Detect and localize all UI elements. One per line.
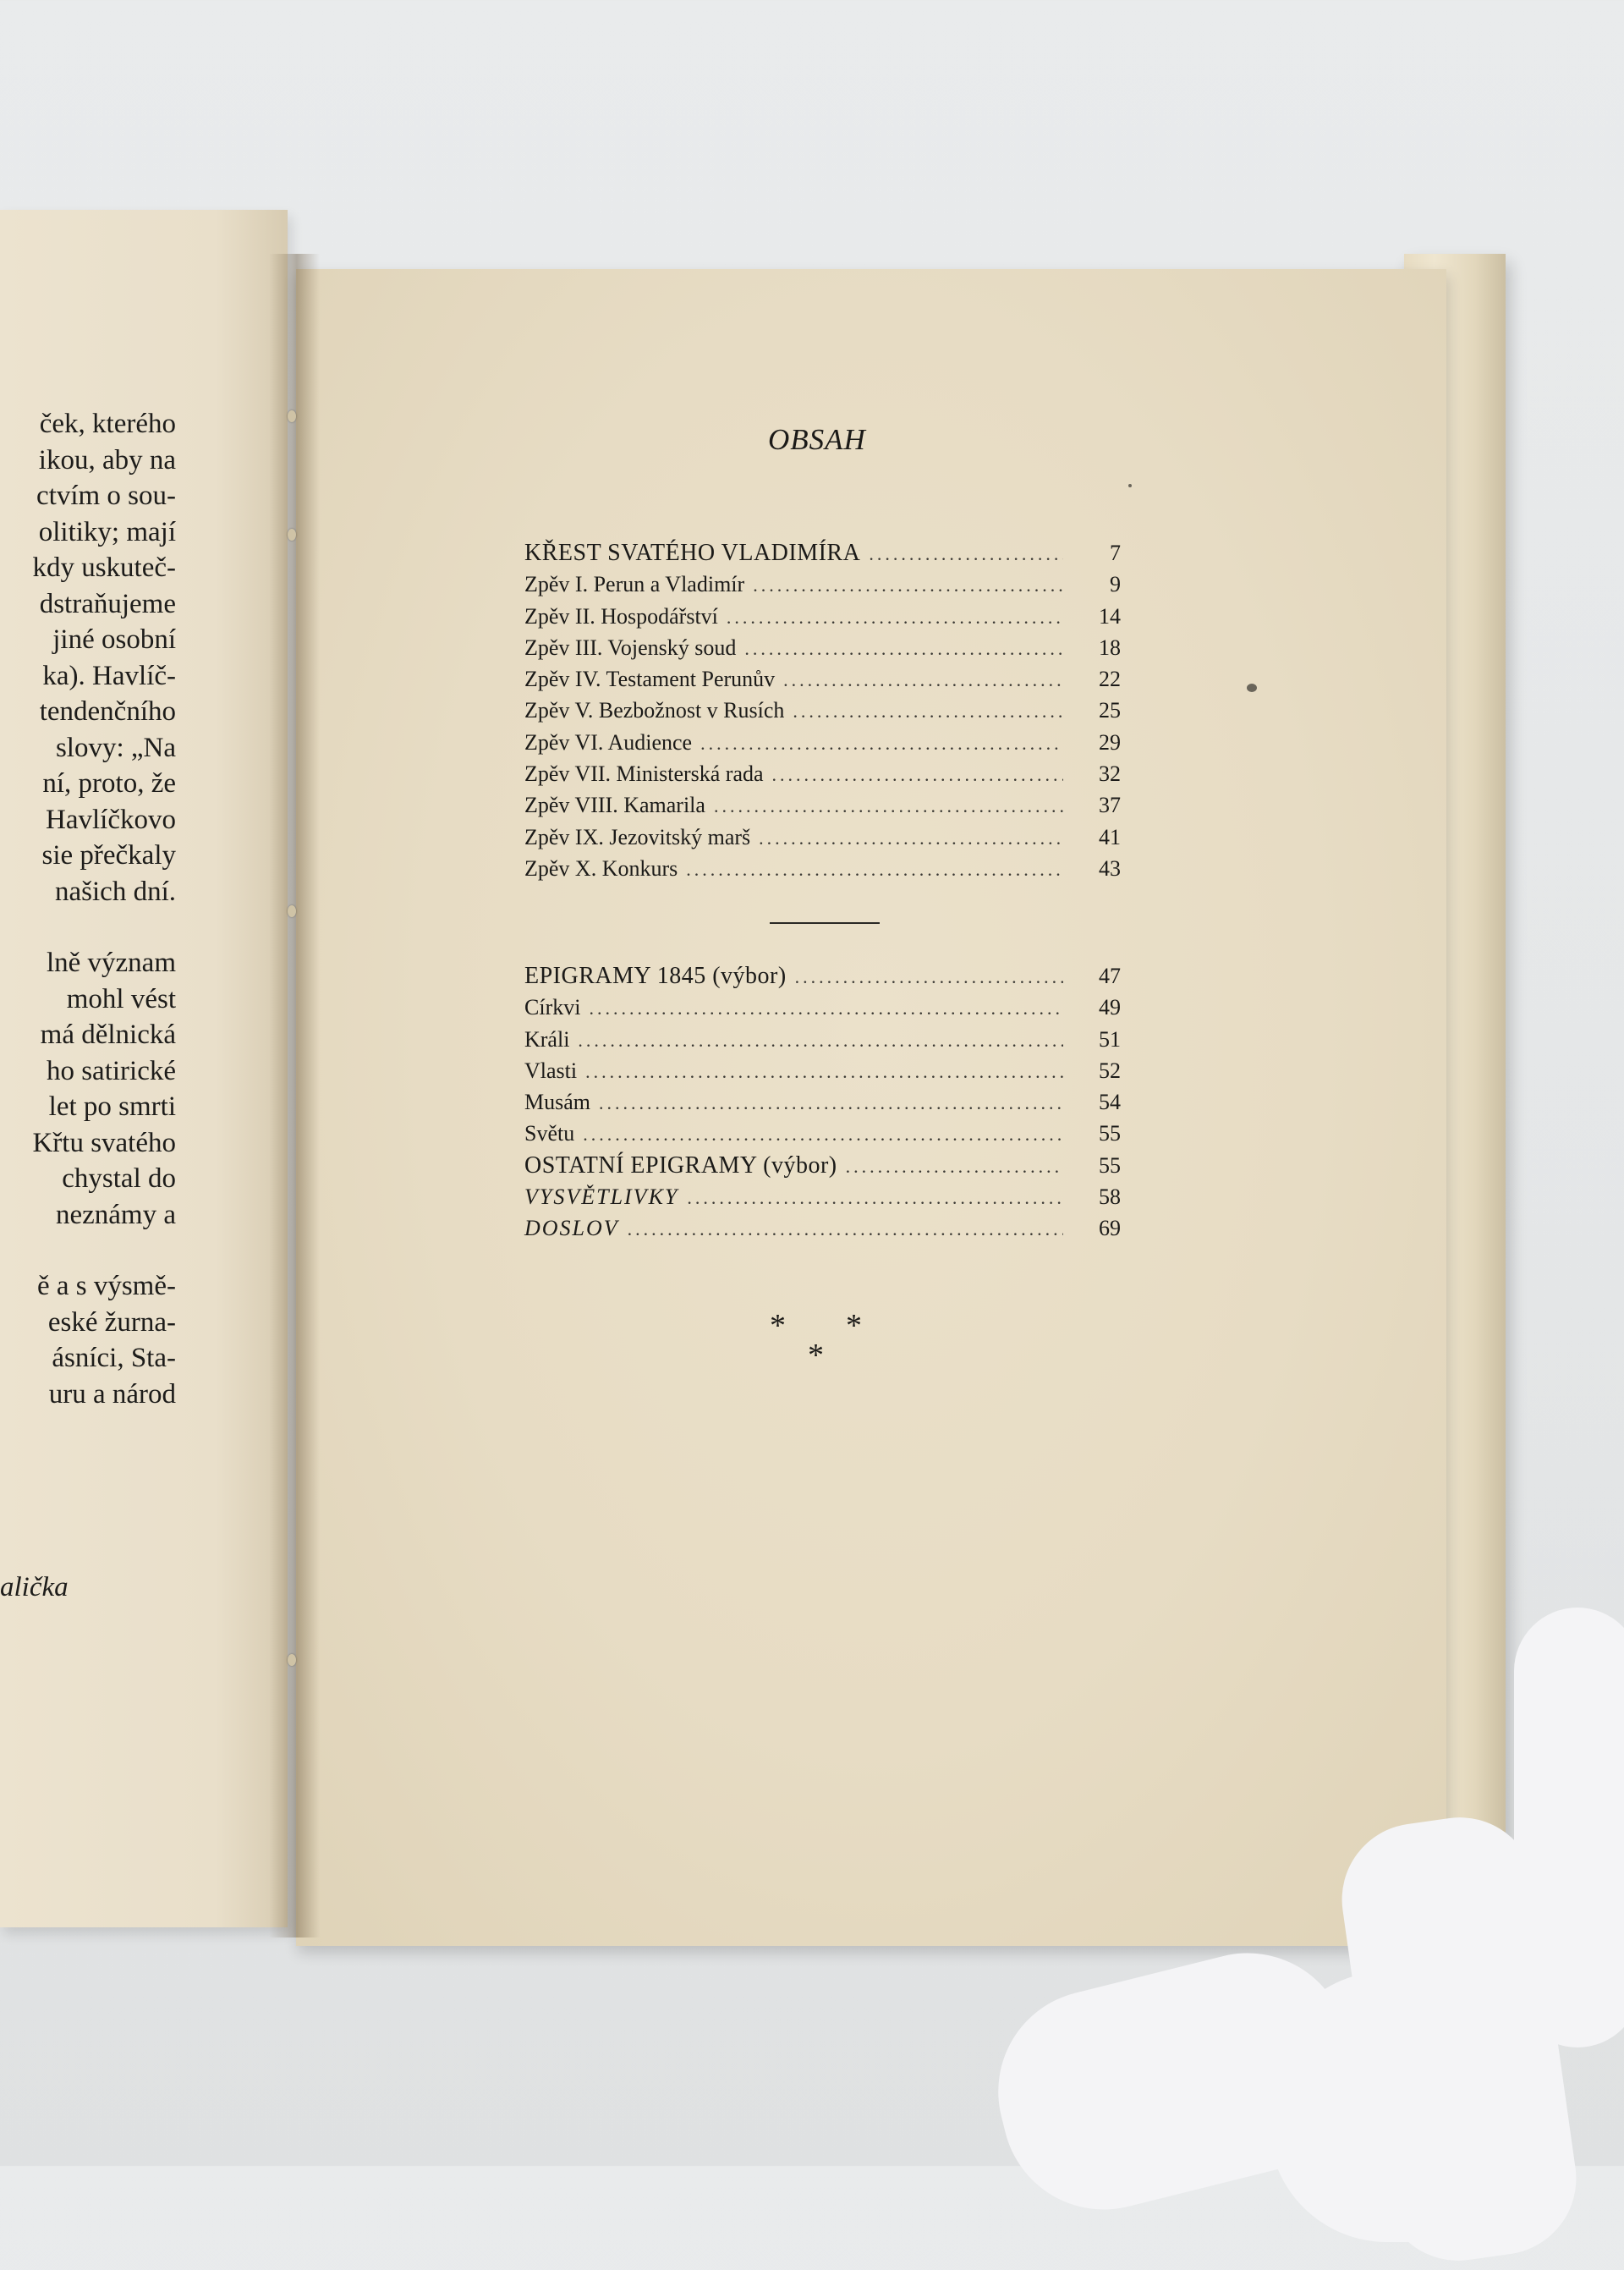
toc-entry-label: EPIGRAMY 1845 (výbor) (524, 963, 787, 989)
left-page-line: ček, kterého (39, 409, 176, 439)
toc-entry-label: Zpěv II. Hospodářství (524, 603, 718, 629)
toc-leader-dots (687, 1182, 1063, 1213)
left-page-line: lně význam (46, 948, 176, 978)
left-page-line: sie přečkaly (41, 840, 176, 871)
toc-leader-dots (585, 1056, 1063, 1087)
toc-leader-dots (744, 633, 1063, 664)
toc-section-2 (524, 960, 1121, 1245)
toc-entry-page: 47 (1099, 964, 1121, 988)
left-page-line: uru a národ (48, 1378, 176, 1410)
toc-section-1 (524, 537, 1121, 884)
toc-entry-page: 55 (1099, 1152, 1121, 1178)
toc-entry-label: VYSVĚTLIVKY (524, 1184, 679, 1210)
toc-entry-label: Zpěv I. Perun a Vladimír (524, 572, 745, 597)
toc-leader-dots (759, 822, 1063, 854)
toc-entry-label: OSTATNÍ EPIGRAMY (výbor) (524, 1151, 837, 1179)
book-gutter (269, 254, 320, 1937)
toc-entry-label: Vlasti (524, 1058, 578, 1083)
asterisk: * (808, 1338, 824, 1373)
toc-entry-page: 55 (1099, 1121, 1121, 1146)
toc-entry-page: 41 (1099, 824, 1121, 849)
toc-entry-page: 52 (1099, 1058, 1121, 1083)
toc-entry (524, 1024, 1121, 1055)
toc-entry (524, 1181, 1121, 1212)
toc-entry (524, 569, 1121, 600)
toc-leader-dots (578, 1025, 1063, 1056)
toc-entry (524, 992, 1121, 1023)
binding-stitch (288, 410, 296, 422)
left-page-line: mohl vést (66, 983, 176, 1014)
left-page-line: tendenčního (39, 696, 176, 727)
toc-entry-label: Církvi (524, 995, 581, 1020)
left-page-line: eské žurna- (47, 1306, 176, 1338)
left-page-line: Havlíčkovo (46, 804, 176, 835)
toc-entry (524, 1212, 1121, 1244)
binding-stitch (288, 529, 296, 541)
toc-leader-dots (783, 664, 1063, 695)
left-page-line: neznámy a (55, 1199, 176, 1230)
toc-entry-page: 49 (1099, 995, 1121, 1020)
toc-leader-dots (869, 538, 1063, 569)
toc-entry (524, 1055, 1121, 1086)
left-page-line: jiné osobní (52, 624, 176, 655)
toc-entry-page: 29 (1099, 729, 1121, 755)
toc-entry-label: Zpěv IV. Testament Perunův (524, 667, 776, 692)
left-page-gap (0, 1233, 176, 1268)
toc-entry-label: Zpěv VIII. Kamarila (524, 793, 705, 818)
toc-entry-page: 22 (1099, 667, 1121, 692)
toc-entry-page: 37 (1099, 793, 1121, 818)
left-page-line: chystal do (62, 1163, 176, 1194)
toc-leader-dots (772, 759, 1063, 790)
left-page-line: ě a s výsmě- (36, 1271, 176, 1301)
toc-title: OBSAH (768, 423, 866, 456)
toc-entry-label: Zpěv VII. Ministerská rada (524, 761, 764, 787)
toc-entry-page: 9 (1110, 572, 1121, 597)
toc-leader-dots (727, 602, 1063, 633)
left-page-line: ctvím o sou- (36, 481, 176, 511)
toc-entry (524, 789, 1121, 821)
toc-entry-page: 43 (1099, 855, 1121, 881)
toc-leader-dots (628, 1213, 1063, 1245)
toc-entry-label: Králi (524, 1026, 570, 1052)
paper-speck (1247, 684, 1257, 692)
left-page-text (0, 406, 176, 1412)
toc-entry (524, 853, 1121, 884)
toc-leader-dots (599, 1087, 1063, 1119)
left-page-line: slovy: „Na (55, 732, 176, 763)
toc-entry-label: Zpěv III. Vojenský soud (524, 635, 737, 660)
toc-leader-dots (686, 854, 1063, 885)
toc-entry (524, 960, 1121, 992)
left-page-line: ikou, aby na (38, 444, 176, 475)
toc-leader-dots (795, 961, 1063, 992)
toc-entry (524, 695, 1121, 726)
paper-speck (1128, 484, 1132, 487)
toc-entry-label: Musám (524, 1090, 590, 1115)
toc-entry-label: Zpěv X. Konkurs (524, 855, 678, 881)
toc-entry (524, 727, 1121, 758)
left-page-line: olitiky; mají (38, 516, 176, 547)
toc-entry-label: Zpěv IX. Jezovitský marš (524, 824, 751, 849)
left-page-line: ásníci, Sta- (52, 1343, 176, 1373)
left-page-signature: alička (0, 1572, 69, 1602)
toc-entry (524, 632, 1121, 663)
toc-leader-dots (714, 790, 1063, 822)
toc-entry (524, 1086, 1121, 1118)
toc-entry-page: 58 (1099, 1184, 1121, 1210)
left-page-line: našich dní. (55, 876, 176, 907)
toc-entry-page: 32 (1099, 761, 1121, 787)
binding-stitch (288, 905, 296, 917)
toc-entry (524, 758, 1121, 789)
toc-leader-dots (753, 569, 1063, 601)
toc-entry-page: 7 (1110, 541, 1121, 565)
left-page-line: kdy uskuteč- (32, 552, 176, 583)
toc-divider (770, 922, 880, 924)
toc-entry (524, 537, 1121, 569)
toc-leader-dots (700, 728, 1063, 759)
toc-entry-page: 14 (1099, 603, 1121, 629)
toc-entry (524, 822, 1121, 853)
left-page-gap (0, 910, 176, 945)
asterisk: * (770, 1308, 786, 1344)
toc-entry-page: 54 (1099, 1090, 1121, 1115)
toc-entry (524, 1150, 1121, 1181)
left-page-line: ka). Havlíč- (42, 660, 176, 691)
asterisk: * (846, 1308, 862, 1344)
toc-entry (524, 1118, 1121, 1149)
toc-leader-dots (846, 1151, 1063, 1182)
toc-entry-label: Zpěv V. Bezbožnost v Rusích (524, 698, 785, 723)
toc-entry (524, 601, 1121, 632)
toc-entry-page: 18 (1099, 635, 1121, 660)
asterism-ornament (761, 1307, 888, 1375)
toc-entry-page: 25 (1099, 698, 1121, 723)
toc-entry-label: DOSLOV (524, 1216, 619, 1241)
left-page-line: let po smrti (48, 1091, 176, 1122)
toc-entry-label: KŘEST SVATÉHO VLADIMÍRA (524, 540, 861, 566)
left-page-line: ho satirické (46, 1055, 176, 1086)
toc-entry-page: 51 (1099, 1026, 1121, 1052)
toc-entry-label: Světu (524, 1121, 575, 1146)
toc-leader-dots (589, 992, 1063, 1024)
left-page-line: má dělnická (40, 1020, 176, 1050)
binding-stitch (288, 1654, 296, 1666)
toc-entry-label: Zpěv VI. Audience (524, 729, 693, 755)
left-page-line: Křtu svatého (32, 1127, 176, 1158)
left-page-line: ní, proto, že (42, 768, 176, 799)
left-page (0, 210, 288, 1927)
toc-leader-dots (583, 1119, 1063, 1150)
left-page-line: dstraňujeme (39, 588, 176, 619)
toc-entry (524, 663, 1121, 695)
toc-leader-dots (793, 695, 1063, 727)
toc-entry-page: 69 (1099, 1216, 1121, 1241)
